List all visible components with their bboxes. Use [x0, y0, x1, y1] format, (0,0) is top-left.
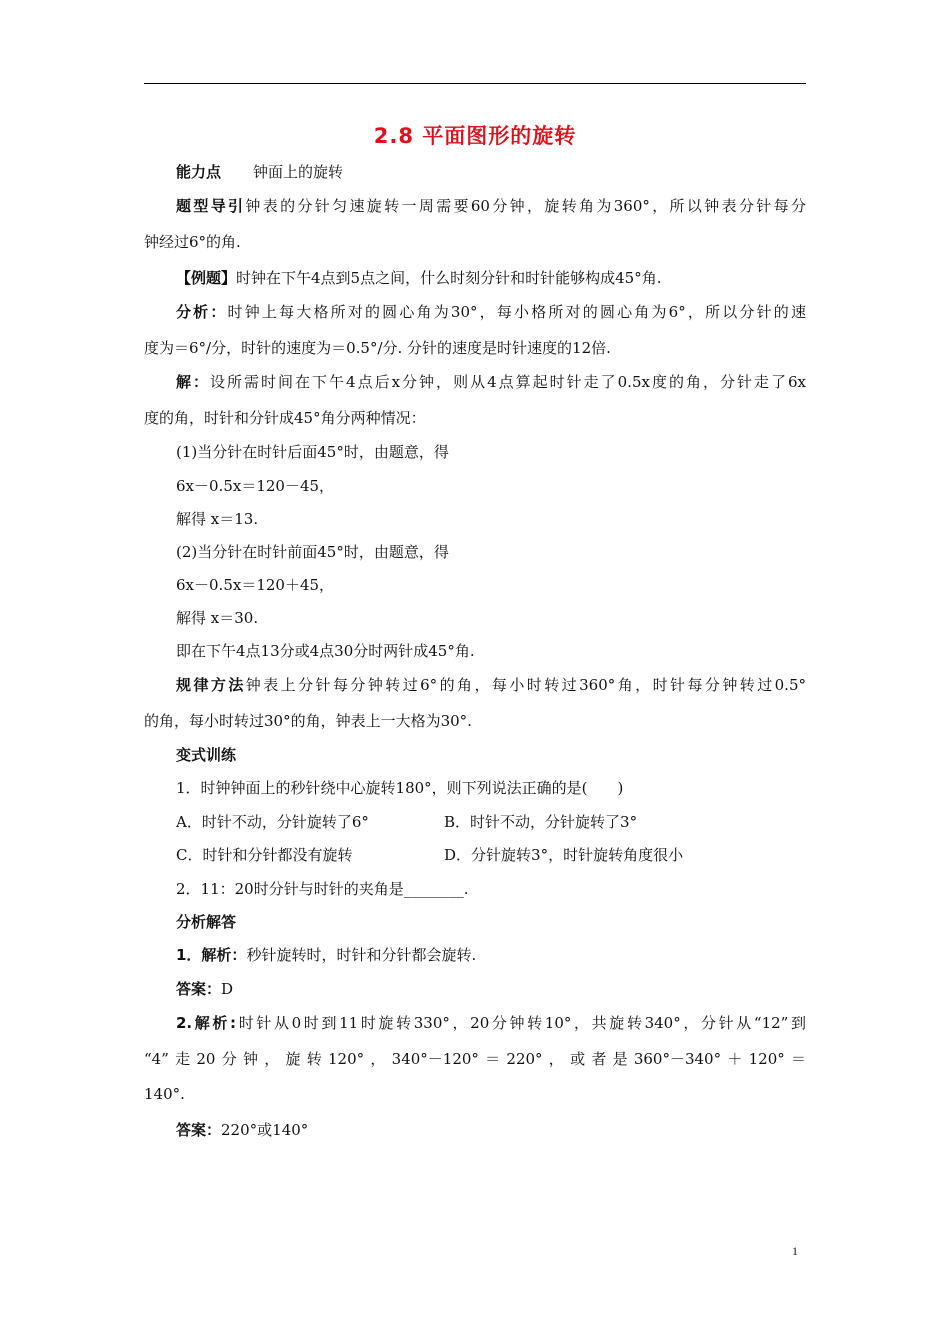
guide-text-1: 钟表的分针匀速旋转一周需要60分钟，旋转角为360°，所以钟表分针每分	[245, 197, 806, 215]
example-text: 时钟在下午4点到5点之间，什么时刻分针和时针能够构成45°角.	[236, 269, 662, 287]
ability-label: 能力点	[176, 163, 222, 181]
answer-2-label: 2.解析:	[176, 1014, 237, 1032]
header-rule	[144, 83, 806, 84]
answer-1-label: 1．解析：	[176, 946, 247, 964]
equation-2: 6x－0.5x＝120＋45，	[176, 576, 335, 594]
option-b: B．时针不动，分针旋转了3°	[444, 813, 638, 831]
analysis-text-1: 时钟上每大格所对的圆心角为30°，每小格所对的圆心角为6°，所以分针的速	[227, 303, 806, 321]
practice-heading: 变式训练	[176, 746, 237, 764]
ability-point	[176, 160, 806, 184]
case-2: (2)当分针在时针前面45°时，由题意，得	[176, 543, 449, 561]
answer-2-line-2: “4”走20分钟，旋转120°，340°－120°＝220°，或者是360°－340°＋120°＝	[144, 1050, 806, 1068]
method-label: 规律方法	[176, 676, 246, 694]
answer-1-text: 秒针旋转时，时针和分针都会旋转.	[246, 946, 477, 964]
guide-line-2: 钟经过6°的角.	[144, 233, 241, 251]
method-line-1	[176, 673, 806, 697]
example	[176, 266, 806, 290]
answer-2-text-1: 时针从0时到11时旋转330°，20分钟转10°，共旋转340°，分针从“12”到	[236, 1014, 806, 1032]
answer-1	[176, 977, 806, 1001]
option-a: A．时针不动，分针旋转了6°	[176, 813, 369, 831]
page-number: 1	[792, 1244, 798, 1258]
answers-heading: 分析解答	[176, 913, 237, 931]
equation-1: 6x－0.5x＝120－45，	[176, 477, 335, 495]
result-2: 解得 x＝30.	[176, 609, 259, 627]
answer-2-answer-label: 答案：	[176, 1121, 222, 1139]
result-1: 解得 x＝13.	[176, 510, 259, 528]
answer-1-analysis	[176, 943, 806, 967]
analysis-line-1	[176, 300, 806, 324]
option-c: C．时针和分针都没有旋转	[176, 846, 353, 864]
options-row-2	[176, 843, 806, 867]
analysis-label: 分析：	[176, 303, 228, 321]
guide-line-1	[176, 194, 806, 218]
method-text-1: 钟表上分针每分钟转过6°的角，每小时转过360°角，时针每分钟转过0.5°	[245, 676, 806, 694]
solution-line-1	[176, 370, 806, 394]
answer-1-value: D	[221, 980, 234, 998]
ability-text: 钟面上的旋转	[253, 163, 344, 181]
options-row-1	[176, 810, 806, 834]
analysis-line-2: 度为＝6°/分，时针的速度为＝0.5°/分. 分针的速度是时针速度的12倍.	[144, 339, 611, 357]
answer-2	[176, 1118, 806, 1142]
example-label: 【例题】	[176, 269, 237, 287]
case-1: (1)当分针在时针后面45°时，由题意，得	[176, 443, 449, 461]
option-d: D．分针旋转3°，时针旋转角度很小	[444, 846, 684, 864]
answer-2-line-1	[176, 1011, 806, 1035]
solution-line-2: 度的角，时针和分针成45°角分两种情况：	[144, 409, 426, 427]
solution-text-1: 设所需时间在下午4点后x分钟，则从4点算起时针走了0.5x度的角，分针走了6x	[210, 373, 806, 391]
answer-2-value: 220°或140°	[221, 1121, 309, 1139]
solution-label: 解：	[176, 373, 211, 391]
conclusion: 即在下午4点13分或4点30分时两针成45°角.	[176, 642, 475, 660]
answer-1-answer-label: 答案：	[176, 980, 222, 998]
question-1: 1．时钟钟面上的秒针绕中心旋转180°，则下列说法正确的是( )	[176, 779, 624, 797]
page-title: 2.8 平面图形的旋转	[373, 124, 577, 148]
method-line-2: 的角，每小时转过30°的角，钟表上一大格为30°.	[144, 712, 472, 730]
answer-2-line-3: 140°.	[144, 1085, 185, 1103]
question-2: 2．11：20时分针与时针的夹角是________.	[176, 880, 469, 898]
guide-label: 题型导引	[176, 197, 246, 215]
